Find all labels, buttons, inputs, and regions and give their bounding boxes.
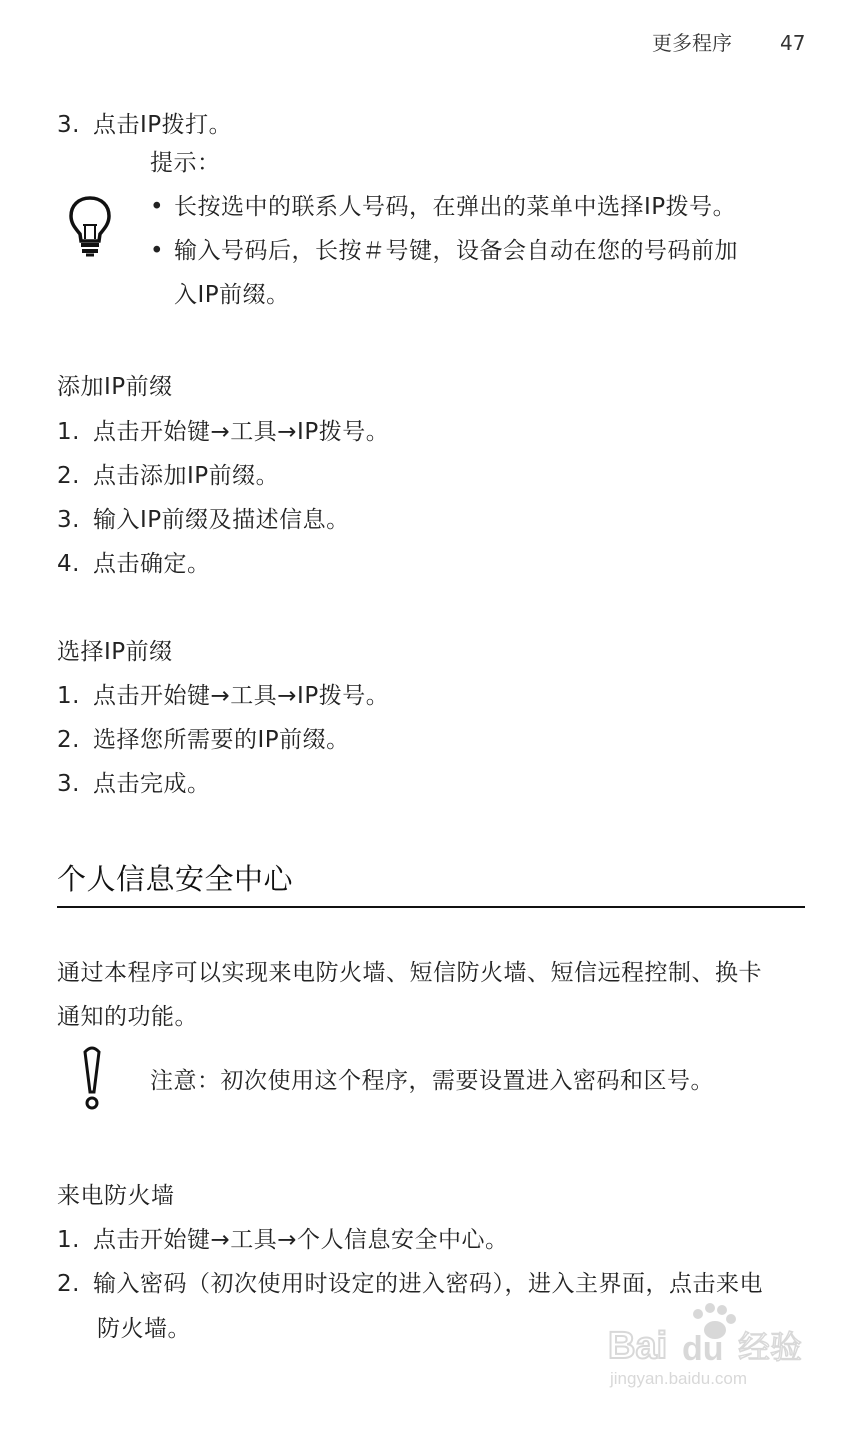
step-text: 点击添加IP前缀。 — [93, 463, 280, 489]
step-number: 4. — [57, 551, 80, 577]
step — [57, 769, 211, 799]
heading-rule — [57, 906, 805, 908]
section-heading: 个人信息安全中心 — [57, 862, 294, 896]
step — [57, 549, 211, 579]
tip-text: 输入号码后，长按＃号键，设备会自动在您的号码前加 — [174, 238, 738, 264]
step-text: 点击IP拨打。 — [93, 112, 233, 138]
watermark-url: jingyan.baidu.com — [610, 1369, 748, 1388]
step-text: 点击开始键→工具→IP拨号。 — [93, 419, 390, 445]
step-number: 2. — [57, 463, 80, 489]
step-text: 点击完成。 — [93, 771, 211, 797]
page-number: 47 — [780, 31, 806, 55]
running-header-title: 更多程序 — [652, 31, 732, 55]
step — [57, 461, 279, 491]
step — [57, 505, 350, 535]
step-text: 输入IP前缀及描述信息。 — [93, 507, 350, 533]
bullet: • — [150, 194, 165, 220]
tip-item — [150, 192, 736, 222]
intro-paragraph-line: 通知的功能。 — [57, 1004, 198, 1030]
svg-text:du: du — [682, 1330, 724, 1368]
step-number: 3. — [57, 507, 80, 533]
step-number: 1. — [57, 683, 80, 709]
watermark-brand: Bai — [608, 1325, 668, 1367]
step-number: 3. — [57, 112, 80, 138]
step-ip-dial — [57, 110, 232, 140]
intro-paragraph-line: 通过本程序可以实现来电防火墙、短信防火墙、短信远程控制、换卡 — [57, 960, 762, 986]
bullet: • — [150, 238, 165, 264]
watermark-suffix: 经验 — [738, 1328, 803, 1366]
step — [57, 725, 350, 755]
step-number: 2. — [57, 1271, 80, 1297]
subsection-title: 添加IP前缀 — [57, 374, 173, 400]
step — [57, 681, 389, 711]
step-number: 2. — [57, 727, 80, 753]
step-text-continuation: 防火墙。 — [97, 1316, 191, 1342]
step-text: 选择您所需要的IP前缀。 — [93, 727, 350, 753]
step — [57, 1225, 509, 1255]
tip-text: 长按选中的联系人号码，在弹出的菜单中选择IP拨号。 — [174, 194, 737, 220]
watermark-graphic — [600, 1300, 815, 1390]
exclamation-icon — [80, 1046, 104, 1112]
step — [57, 417, 389, 447]
tip-item — [150, 236, 738, 266]
tip-label: 提示： — [150, 150, 221, 176]
subsection-title: 选择IP前缀 — [57, 639, 173, 665]
step-text: 点击开始键→工具→个人信息安全中心。 — [93, 1227, 509, 1253]
step-text: 输入密码（初次使用时设定的进入密码），进入主界面，点击来电 — [93, 1271, 763, 1297]
step-number: 1. — [57, 419, 80, 445]
step-text: 点击确定。 — [93, 551, 211, 577]
lightbulb-icon — [68, 195, 112, 261]
step-number: 1. — [57, 1227, 80, 1253]
subsection-title: 来电防火墙 — [57, 1183, 175, 1209]
note-text: 注意：初次使用这个程序，需要设置进入密码和区号。 — [150, 1068, 714, 1094]
tip-text-continuation: 入IP前缀。 — [174, 282, 290, 308]
step-number: 3. — [57, 771, 80, 797]
step — [57, 1269, 763, 1299]
step-text: 点击开始键→工具→IP拨号。 — [93, 683, 390, 709]
baidu-jingyan-watermark — [600, 1300, 815, 1390]
